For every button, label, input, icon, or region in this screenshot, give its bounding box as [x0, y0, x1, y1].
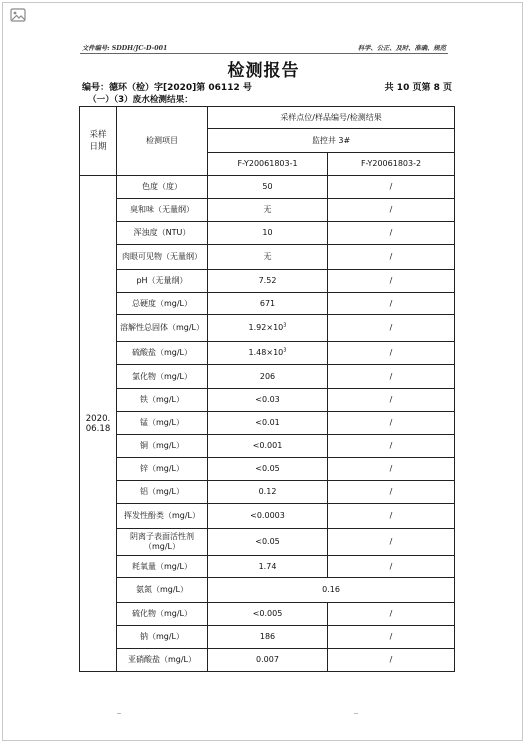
- test-item: 锰（mg/L）: [117, 412, 208, 435]
- result-sample-2: /: [328, 556, 455, 578]
- result-sample-1: 7.52: [208, 270, 328, 293]
- test-item: 硫化物（mg/L）: [117, 603, 208, 626]
- result-sample-1: 1.74: [208, 556, 328, 578]
- table-row: [80, 412, 455, 435]
- test-item: pH（无量纲）: [117, 270, 208, 293]
- test-item: 钠（mg/L）: [117, 626, 208, 649]
- test-item: 铜（mg/L）: [117, 435, 208, 458]
- result-sample-1: $1.92\times 10^3$: [208, 315, 328, 342]
- header-item: 检测项目: [117, 107, 208, 176]
- result-sample-2: /: [328, 245, 455, 270]
- test-item: 色度（度）: [117, 176, 208, 199]
- result-sample-1: 无: [208, 245, 328, 270]
- test-item: 亚硝酸盐（mg/L）: [117, 649, 208, 672]
- result-sample-2: /: [328, 176, 455, 199]
- sample-id-1: F-Y20061803-1: [208, 153, 328, 176]
- table-row: [80, 529, 455, 556]
- result-sample-2: /: [328, 529, 455, 556]
- table-row: [80, 222, 455, 245]
- scan-mark: [354, 713, 358, 714]
- result-merged: 0.16: [208, 578, 455, 603]
- test-item: 锌（mg/L）: [117, 458, 208, 481]
- result-sample-1: 50: [208, 176, 328, 199]
- result-sample-2: /: [328, 389, 455, 412]
- result-sample-1: 206: [208, 365, 328, 389]
- test-item: 氯化物（mg/L）: [117, 365, 208, 389]
- header-rule: [80, 53, 448, 54]
- result-sample-2: /: [328, 504, 455, 529]
- result-sample-1: $1.48\times 10^3$: [208, 342, 328, 365]
- result-sample-2: /: [328, 315, 455, 342]
- result-sample-1: 186: [208, 626, 328, 649]
- result-sample-2: /: [328, 458, 455, 481]
- image-icon: [10, 8, 26, 22]
- result-sample-1: 0.12: [208, 481, 328, 504]
- result-sample-2: /: [328, 603, 455, 626]
- table-row: [80, 481, 455, 504]
- result-sample-2: /: [328, 342, 455, 365]
- section-title: （一）（3）废水检测结果：: [88, 95, 193, 105]
- test-item: 臭和味（无量纲）: [117, 199, 208, 222]
- table-row: [80, 245, 455, 270]
- table-row: [80, 626, 455, 649]
- result-sample-2: /: [328, 626, 455, 649]
- test-item: 氨氮（mg/L）: [117, 578, 208, 603]
- test-item: 耗氧量（mg/L）: [117, 556, 208, 578]
- result-sample-1: <0.05: [208, 458, 328, 481]
- result-sample-2: /: [328, 481, 455, 504]
- table-row: [80, 578, 455, 603]
- scan-mark: [117, 713, 121, 714]
- table-row: [80, 293, 455, 315]
- table-row: [80, 649, 455, 672]
- sample-id-2: F-Y20061803-2: [328, 153, 455, 176]
- result-sample-1: <0.05: [208, 529, 328, 556]
- table-row: [80, 315, 455, 342]
- test-item: 铝（mg/L）: [117, 481, 208, 504]
- result-sample-1: <0.0003: [208, 504, 328, 529]
- sampling-date: 2020.06.18: [80, 176, 117, 672]
- result-sample-1: <0.01: [208, 412, 328, 435]
- test-item: 溶解性总固体（mg/L）: [117, 315, 208, 342]
- table-row: [80, 389, 455, 412]
- results-table: [79, 106, 455, 672]
- result-sample-1: <0.03: [208, 389, 328, 412]
- exponent: 3: [283, 347, 287, 354]
- table-row: [80, 504, 455, 529]
- table-row: [80, 435, 455, 458]
- table-row: [80, 556, 455, 578]
- result-sample-2: /: [328, 365, 455, 389]
- test-item: 硫酸盐（mg/L）: [117, 342, 208, 365]
- header-group: 采样点位/样品编号/检测结果: [208, 107, 455, 129]
- table-row: [80, 458, 455, 481]
- test-item: 浑浊度（NTU）: [117, 222, 208, 245]
- test-item: 挥发性酚类（mg/L）: [117, 504, 208, 529]
- table-row: [80, 365, 455, 389]
- result-sample-2: /: [328, 412, 455, 435]
- test-item: 阴离子表面活性剂（mg/L）: [117, 529, 208, 556]
- motto: 科学、公正、及时、准确、规范: [357, 45, 446, 52]
- result-sample-2: /: [328, 222, 455, 245]
- result-sample-2: /: [328, 649, 455, 672]
- exponent: 3: [283, 322, 287, 329]
- header-date: 采样日期: [80, 107, 117, 176]
- report-meta: [82, 80, 452, 92]
- test-item: 肉眼可见物（无量纲）: [117, 245, 208, 270]
- location-name: 监控井 3#: [208, 129, 455, 153]
- table-row: [80, 199, 455, 222]
- table-row: [80, 342, 455, 365]
- result-sample-1: <0.005: [208, 603, 328, 626]
- result-sample-1: 10: [208, 222, 328, 245]
- result-sample-1: <0.001: [208, 435, 328, 458]
- document-header: [82, 43, 446, 53]
- result-sample-2: /: [328, 270, 455, 293]
- page-title: 检测报告: [227, 61, 300, 81]
- test-item: 总硬度（mg/L）: [117, 293, 208, 315]
- report-number: 编号：德环（检）字[2020]第 06112 号: [82, 83, 252, 93]
- result-sample-2: /: [328, 435, 455, 458]
- table-row: [80, 176, 455, 199]
- result-sample-1: 0.007: [208, 649, 328, 672]
- page-info: 共 10 页第 8 页: [384, 83, 452, 93]
- table-row: [80, 270, 455, 293]
- result-sample-2: /: [328, 199, 455, 222]
- result-sample-1: 无: [208, 199, 328, 222]
- table-row: [80, 603, 455, 626]
- result-sample-2: /: [328, 293, 455, 315]
- test-item: 铁（mg/L）: [117, 389, 208, 412]
- file-number: 文件编号: SDDH/JC-D-001: [82, 45, 168, 52]
- result-sample-1: 671: [208, 293, 328, 315]
